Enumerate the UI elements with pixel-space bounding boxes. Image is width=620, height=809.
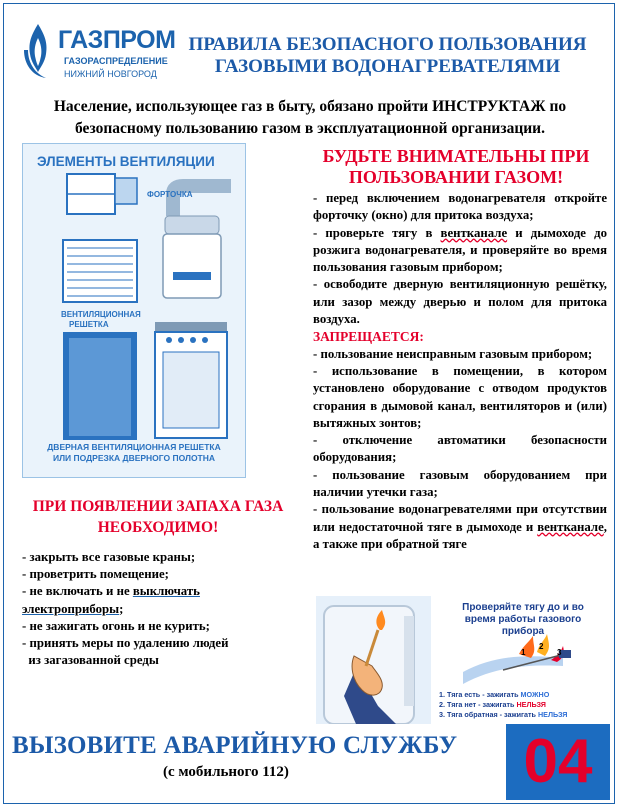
page-title-line-1: ПРАВИЛА БЕЗОПАСНОГО ПОЛЬЗОВАНИЯ: [188, 34, 587, 55]
draft-number-3: 3: [557, 648, 562, 657]
attention-title-1: БУДЬТЕ ВНИМАТЕЛЬНЫ ПРИ: [322, 146, 590, 166]
emergency-number-badge: [506, 724, 610, 800]
gas-smell-title-1: ПРИ ПОЯВЛЕНИИ ЗАПАХА ГАЗА: [32, 498, 284, 515]
label-grille-2: РЕШЕТКА: [69, 320, 109, 329]
intro-strong: ИНСТРУКТАЖ: [432, 98, 546, 115]
label-grille-1: ВЕНТИЛЯЦИОННАЯ: [61, 310, 141, 319]
attention-title: [300, 146, 612, 188]
ventilation-illustration: [22, 143, 246, 478]
attention-item-3: - освободите дверную вентиляционную решётку, или зазор между дверью и полом для притока воздуха.: [313, 277, 607, 327]
emergency-number: 04: [523, 727, 593, 796]
forbidden-item-5: - пользование водонагревателями при отсутствии или недостаточной тяге в дымоходе и вентканале, а также при обратной тяге: [313, 502, 607, 551]
hand-match-icon: [316, 596, 431, 724]
gazprom-flame-icon: [18, 20, 58, 82]
draft-line-2: 2. Тяга нет - зажигать НЕЛЬЗЯ: [439, 700, 546, 709]
draft-number-1: 1: [521, 648, 526, 657]
page-title: [160, 34, 615, 78]
gas-smell-item-1: - закрыть все газовые краны;: [22, 550, 196, 564]
intro-text-end: по безопасному пользованию газом в эксплуатационной организации.: [75, 98, 567, 137]
logo-city: НИЖНИЙ НОВГОРОД: [64, 69, 157, 79]
gas-smell-title: [14, 496, 302, 538]
ventilation-title: ЭЛЕМЕНТЫ ВЕНТИЛЯЦИИ: [37, 154, 215, 169]
ventilation-footer-2: ИЛИ ПОДРЕЗКА ДВЕРНОГО ПОЛОТНА: [52, 453, 216, 463]
call-emergency-heading: ВЫЗОВИТЕ АВАРИЙНУЮ СЛУЖБУ: [12, 732, 458, 759]
attention-item-2: - проверьте тягу в вентканале и дымоходе до розжига водонагревателя, и проверяйте во время пользования газовым прибором;: [313, 225, 608, 275]
match-check-illustration: [316, 596, 431, 724]
draft-line-1: 1. Тяга есть - зажигать МОЖНО: [439, 690, 550, 699]
rules-list: [313, 190, 607, 553]
attention-item-1: - перед включением водонагревателя откройте форточку (окно) для притока воздуха;: [313, 191, 607, 223]
gas-smell-list: [22, 549, 302, 669]
gas-smell-item-4: - не зажигать огонь и не курить;: [22, 618, 210, 633]
draft-check-title: Проверяйте тягу до и во время работы газового прибора: [462, 602, 584, 637]
forbidden-item-2: - использование в помещении, в котором установлено оборудование с отводом продуктов сгорания в дымовой канал, вентиляторов и (или) вытяжных зонтов;: [313, 363, 607, 430]
mobile-number-note: (с мобильного 112): [163, 764, 289, 780]
gas-smell-title-2: НЕОБХОДИМО!: [97, 519, 219, 536]
attention-title-2: ПОЛЬЗОВАНИИ ГАЗОМ!: [348, 167, 564, 187]
page-title-line-2: ГАЗОВЫМИ ВОДОНАГРЕВАТЕЛЯМИ: [214, 56, 561, 77]
ventilation-footer-1: ДВЕРНАЯ ВЕНТИЛЯЦИОННАЯ РЕШЕТКА: [47, 442, 221, 452]
gas-smell-item-2: - проветрить помещение;: [22, 567, 169, 582]
label-window: ФОРТОЧКА: [147, 190, 193, 199]
ventilation-footer: [29, 442, 239, 464]
logo-name: ГАЗПРОМ: [58, 26, 176, 54]
intro-text: Население, использующее газ в быту, обязано пройти: [53, 98, 429, 115]
draft-line-3: 3. Тяга обратная - зажигать НЕЛЬЗЯ: [439, 710, 568, 719]
draft-check-panel: [433, 596, 608, 724]
forbidden-title: ЗАПРЕЩАЕТСЯ:: [313, 329, 424, 345]
gas-smell-item-3: - не включать и не выключать электроприборы;: [22, 584, 200, 616]
forbidden-item-3: - отключение автоматики безопасности оборудования;: [313, 433, 607, 465]
gazprom-logo: [18, 20, 176, 82]
logo-subtitle: ГАЗОРАСПРЕДЕЛЕНИЕ: [64, 56, 168, 66]
forbidden-item-1: - пользование неисправным газовым прибором;: [313, 346, 593, 361]
intro-paragraph: [14, 96, 606, 140]
forbidden-item-4: - пользование газовым оборудованием при наличии утечки газа;: [313, 467, 607, 500]
draft-number-2: 2: [539, 642, 544, 651]
gas-smell-item-5: - принять меры по удалению людей из загазованной среды: [22, 636, 229, 668]
